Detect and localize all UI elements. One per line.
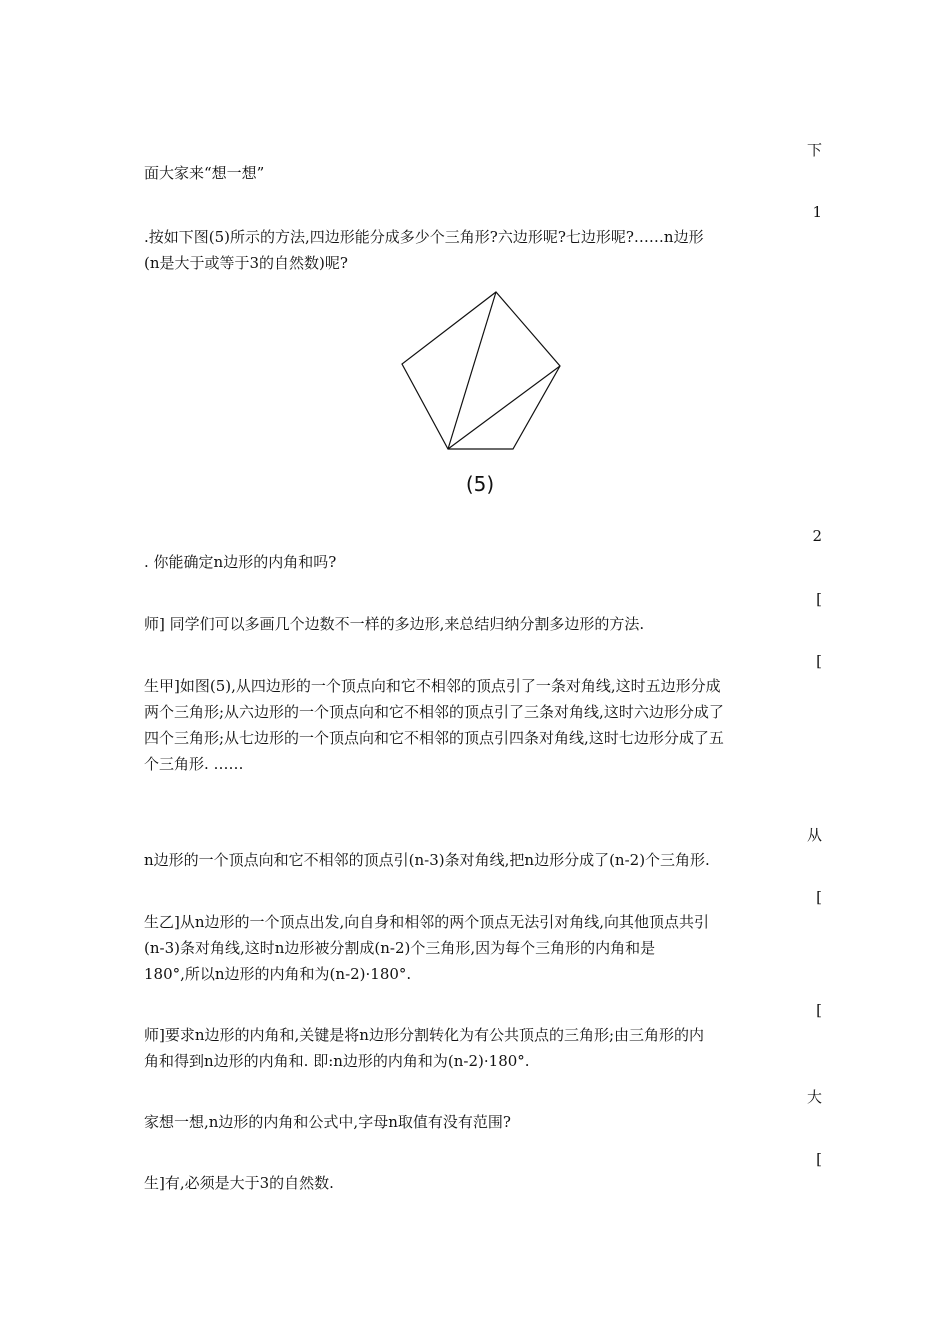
figure-caption: (5) bbox=[465, 472, 495, 496]
marker-0: 下 bbox=[806, 141, 822, 159]
paragraph-line: 两个三角形;从六边形的一个顶点向和它不相邻的顶点引了三条对角线,这时六边形分成了 bbox=[144, 703, 724, 721]
pentagon-figure bbox=[390, 285, 570, 500]
paragraph-line: 家想一想,n边形的内角和公式中,字母n取值有没有范围? bbox=[144, 1113, 511, 1131]
paragraph-line: 面大家来“想一想” bbox=[144, 164, 265, 182]
marker-8: 大 bbox=[806, 1088, 822, 1106]
paragraph-line: . 你能确定n边形的内角和吗? bbox=[144, 553, 337, 571]
marker-3: [ bbox=[816, 590, 822, 608]
marker-7: [ bbox=[816, 1001, 822, 1019]
paragraph-line: 个三角形. …… bbox=[144, 755, 244, 773]
paragraph-2 bbox=[144, 549, 814, 575]
diagonal-to-right bbox=[448, 366, 560, 449]
paragraph-4 bbox=[144, 673, 814, 777]
paragraph-line: 角和得到n边形的内角和. 即:n边形的内角和为(n-2)·180°. bbox=[144, 1052, 530, 1070]
paragraph-7 bbox=[144, 1022, 814, 1074]
paragraph-line: n边形的一个顶点向和它不相邻的顶点引(n-3)条对角线,把n边形分成了(n-2)个三角形. bbox=[144, 851, 710, 869]
diagonal-to-top bbox=[448, 292, 496, 449]
paragraph-0 bbox=[144, 160, 814, 186]
pentagon-diagram bbox=[390, 285, 570, 465]
marker-6: [ bbox=[816, 888, 822, 906]
paragraph-line: 生乙]从n边形的一个顶点出发,向自身和相邻的两个顶点无法引对角线,向其他顶点共引 bbox=[144, 913, 710, 931]
paragraph-line: .按如下图(5)所示的方法,四边形能分成多少个三角形?六边形呢?七边形呢?……n边形 bbox=[144, 228, 704, 246]
paragraph-8 bbox=[144, 1109, 814, 1135]
marker-9: [ bbox=[816, 1150, 822, 1168]
marker-4: [ bbox=[816, 652, 822, 670]
paragraph-1 bbox=[144, 224, 814, 276]
paragraph-line: (n-3)条对角线,这时n边形被分割成(n-2)个三角形,因为每个三角形的内角和是 bbox=[144, 939, 656, 957]
paragraph-line: 生]有,必须是大于3的自然数. bbox=[144, 1174, 334, 1192]
paragraph-5 bbox=[144, 847, 814, 873]
paragraph-line: 师]要求n边形的内角和,关键是将n边形分割转化为有公共顶点的三角形;由三角形的内 bbox=[144, 1026, 704, 1044]
paragraph-6 bbox=[144, 909, 814, 987]
paragraph-3 bbox=[144, 611, 814, 637]
paragraph-line: 四个三角形;从七边形的一个顶点向和它不相邻的顶点引四条对角线,这时七边形分成了五 bbox=[144, 729, 724, 747]
marker-5: 从 bbox=[806, 826, 822, 844]
paragraph-9 bbox=[144, 1170, 814, 1196]
paragraph-line: (n是大于或等于3的自然数)呢? bbox=[144, 254, 348, 272]
paragraph-line: 生甲]如图(5),从四边形的一个顶点向和它不相邻的顶点引了一条对角线,这时五边形分成 bbox=[144, 677, 721, 695]
paragraph-line: 师] 同学们可以多画几个边数不一样的多边形,来总结归纳分割多边形的方法. bbox=[144, 615, 645, 633]
paragraph-line: 180°,所以n边形的内角和为(n-2)·180°. bbox=[144, 965, 412, 983]
marker-1: 1 bbox=[812, 203, 822, 221]
pentagon-outline bbox=[402, 292, 560, 449]
marker-2: 2 bbox=[812, 527, 822, 545]
